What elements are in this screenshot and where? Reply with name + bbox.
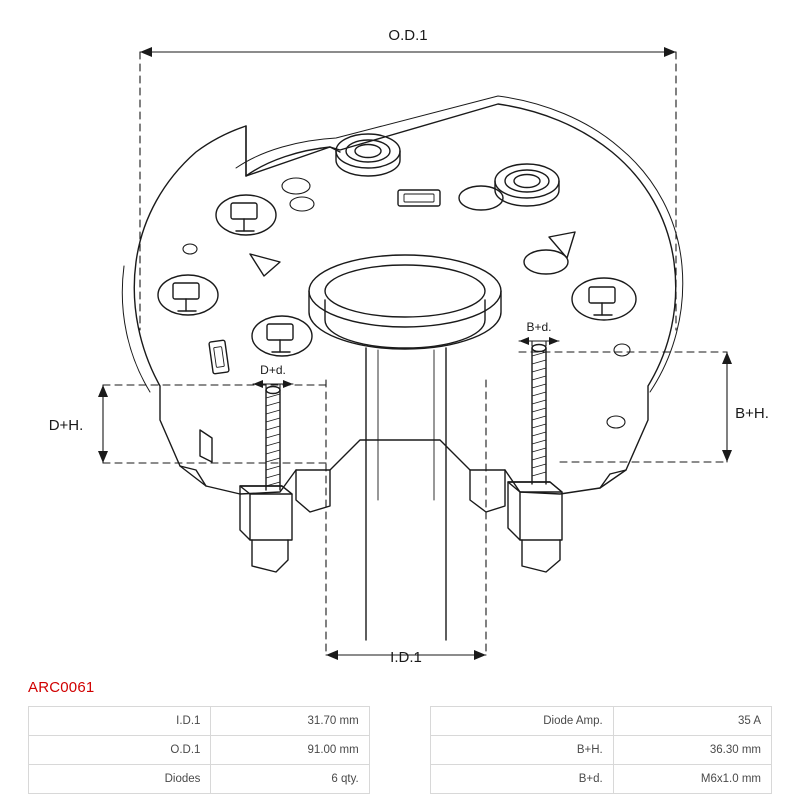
spec-value-od1: 91.00 mm bbox=[211, 736, 369, 765]
center-bore-hub bbox=[309, 255, 501, 349]
diode-pocket-1 bbox=[216, 195, 276, 235]
part-number: ARC0061 bbox=[28, 679, 95, 696]
mounting-boss-left bbox=[336, 134, 400, 176]
diode-pocket-5 bbox=[524, 250, 568, 274]
specifications-table bbox=[28, 706, 772, 794]
spec-value-bh: 36.30 mm bbox=[613, 736, 771, 765]
spec-label-id1: I.D.1 bbox=[29, 707, 211, 736]
vent-holes bbox=[183, 178, 630, 428]
dimension-label-dh: D+H. bbox=[48, 417, 84, 434]
table-spacer bbox=[369, 736, 431, 765]
table-spacer bbox=[369, 765, 431, 794]
diode-pocket-4 bbox=[459, 186, 503, 210]
dimension-label-bh: B+H. bbox=[735, 405, 769, 422]
dimension-d-plus-h bbox=[98, 385, 330, 463]
dimension-id1 bbox=[326, 380, 486, 660]
spec-label-bh: B+H. bbox=[431, 736, 613, 765]
terminal-stud-d-plus bbox=[240, 387, 292, 573]
spec-value-diodes: 6 qty. bbox=[211, 765, 369, 794]
diode-pocket-3 bbox=[252, 316, 312, 356]
arrow-marking-left bbox=[250, 254, 280, 276]
table-row bbox=[29, 736, 772, 765]
dimension-label-od1: O.D.1 bbox=[388, 27, 428, 44]
dimension-label-dd: D+d. bbox=[260, 363, 286, 377]
plate-seam bbox=[246, 126, 340, 176]
rectifier-plate-outline bbox=[134, 104, 675, 494]
table-row bbox=[29, 765, 772, 794]
rectangular-slot-upper bbox=[398, 190, 440, 206]
dimension-b-plus-d bbox=[519, 337, 559, 350]
spec-label-diodes: Diodes bbox=[29, 765, 211, 794]
body-lower-details bbox=[180, 430, 626, 512]
spec-value-diode-amp: 35 A bbox=[613, 707, 771, 736]
spec-label-od1: O.D.1 bbox=[29, 736, 211, 765]
rectangular-slot-lower bbox=[209, 340, 229, 374]
diode-pocket-2 bbox=[158, 275, 218, 315]
spec-value-bd: M6x1.0 mm bbox=[613, 765, 771, 794]
dimension-label-id1: I.D.1 bbox=[390, 649, 422, 666]
dimension-b-plus-h bbox=[519, 352, 732, 462]
diode-pocket-6 bbox=[572, 278, 636, 320]
table-row bbox=[29, 707, 772, 736]
spec-label-diode-amp: Diode Amp. bbox=[431, 707, 613, 736]
dimension-label-bd: B+d. bbox=[526, 320, 552, 334]
mounting-boss-right bbox=[495, 164, 559, 206]
table-spacer bbox=[369, 707, 431, 736]
spec-value-id1: 31.70 mm bbox=[211, 707, 369, 736]
spec-label-bd: B+d. bbox=[431, 765, 613, 794]
center-shaft bbox=[366, 348, 446, 640]
terminal-stud-b-plus bbox=[508, 345, 562, 573]
